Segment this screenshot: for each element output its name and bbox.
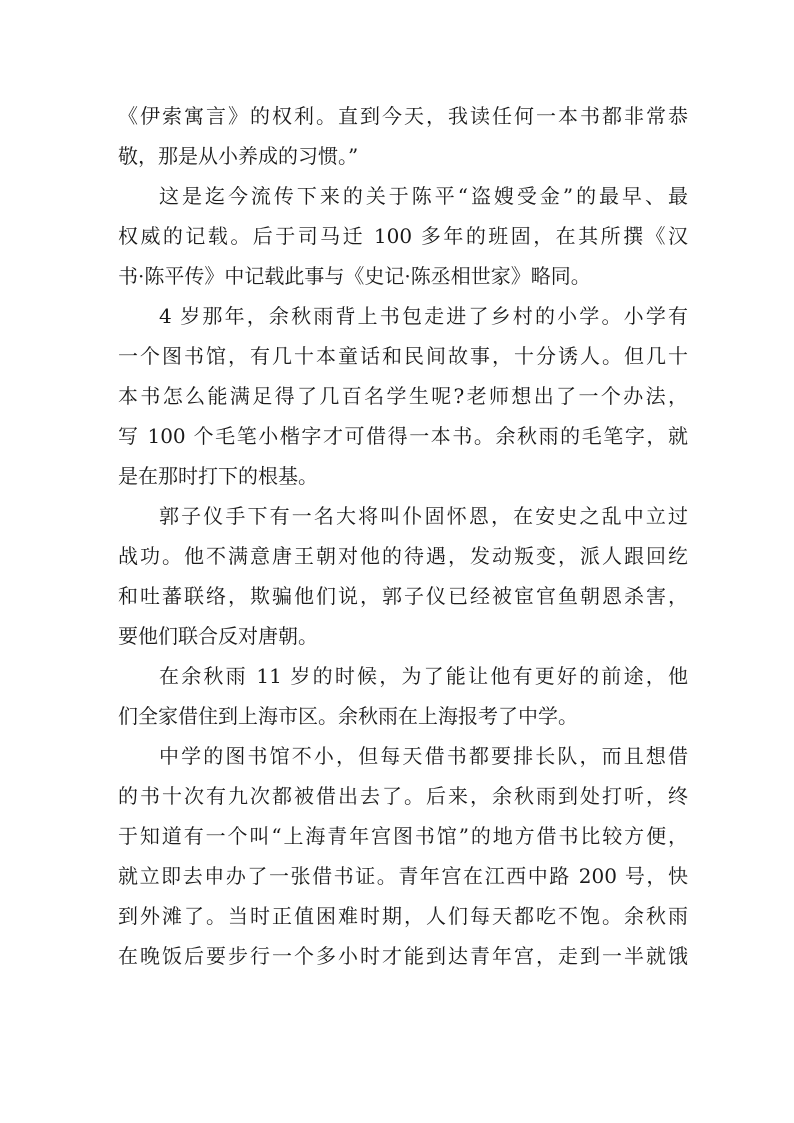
text-line: 在晚饭后要步行一个多小时才能到达青年宫，走到一半就饿 [118, 944, 688, 968]
text-line: 战功。他不满意唐王朝对他的待遇，发动叛变，派人跟回纥 [118, 544, 688, 568]
text-line: 到外滩了。当时正值困难时期，人们每天都吃不饱。余秋雨 [118, 904, 688, 928]
text-line: 4 岁那年，余秋雨背上书包走进了乡村的小学。小学有 [159, 304, 688, 328]
text-line: 是在那时打下的根基。 [118, 464, 318, 488]
text-line: 一个图书馆，有几十本童话和民间故事，十分诱人。但几十 [118, 344, 688, 368]
text-line: 《伊索寓言》的权利。直到今天，我读任何一本书都非常恭 [118, 104, 688, 128]
text-line: 权威的记载。后于司马迁 100 多年的班固，在其所撰《汉 [118, 224, 688, 248]
text-line: 的书十次有九次都被借出去了。后来，余秋雨到处打听，终 [118, 784, 688, 808]
text-line: 敬，那是从小养成的习惯。” [118, 144, 359, 168]
text-line: 在余秋雨 11 岁的时候，为了能让他有更好的前途，他 [159, 664, 688, 688]
text-line: 郭子仪手下有一名大将叫仆固怀恩，在安史之乱中立过 [159, 504, 688, 528]
text-line: 于知道有一个叫“上海青年宫图书馆”的地方借书比较方便， [118, 824, 688, 848]
text-line: 本书怎么能满足得了几百名学生呢?老师想出了一个办法， [118, 384, 688, 408]
text-line: 和吐蕃联络，欺骗他们说，郭子仪已经被宦官鱼朝恩杀害， [118, 584, 688, 608]
text-line: 们全家借住到上海市区。余秋雨在上海报考了中学。 [118, 704, 578, 728]
body-text [118, 96, 688, 976]
text-line: 书·陈平传》中记载此事与《史记·陈丞相世家》略同。 [118, 264, 591, 288]
text-line: 中学的图书馆不小，但每天借书都要排长队，而且想借 [159, 744, 688, 768]
text-line: 要他们联合反对唐朝。 [118, 624, 318, 648]
text-line: 写 100 个毛笔小楷字才可借得一本书。余秋雨的毛笔字，就 [118, 424, 688, 448]
text-line: 这是迄今流传下来的关于陈平“盗嫂受金”的最早、最 [159, 184, 688, 208]
text-line: 就立即去申办了一张借书证。青年宫在江西中路 200 号，快 [118, 864, 688, 888]
